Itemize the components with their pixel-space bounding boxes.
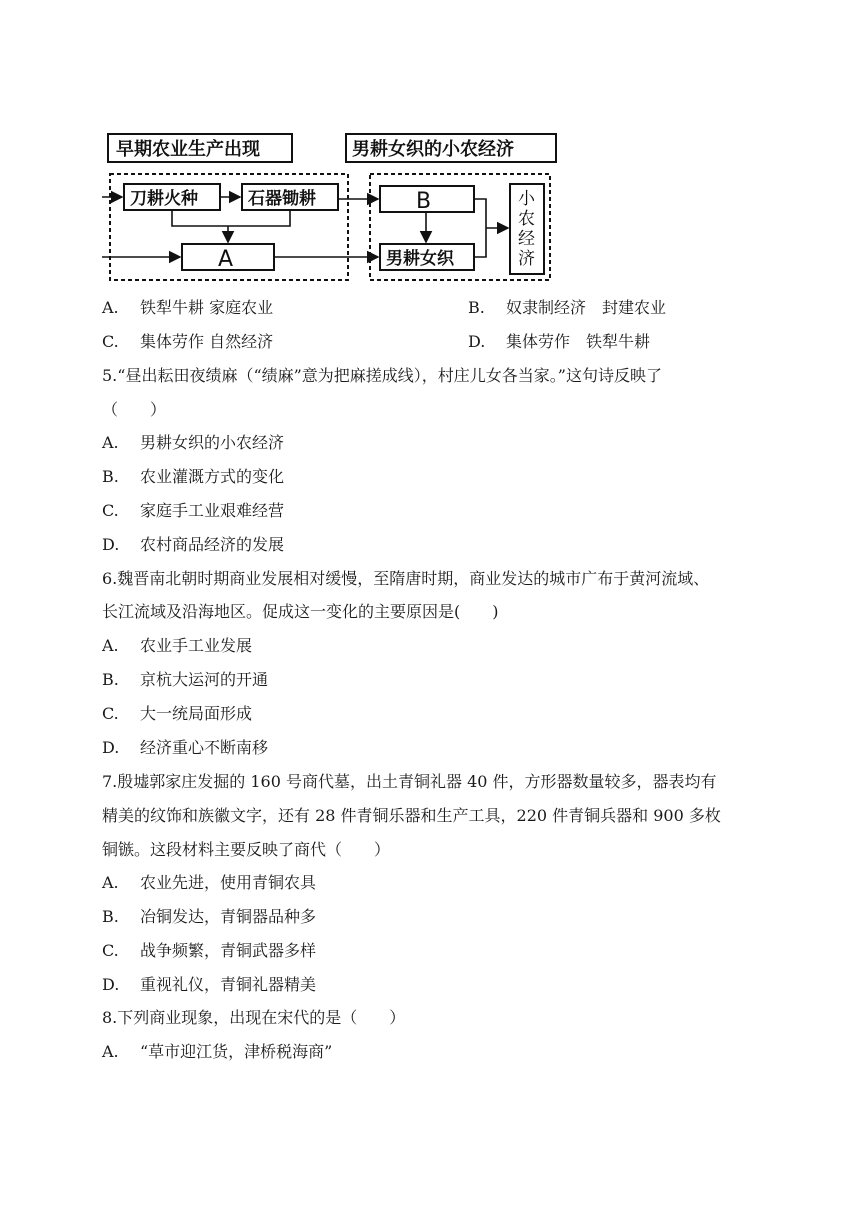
option-text: 农业手工业发展 bbox=[140, 636, 253, 655]
q5-stem-line-2: （ ） bbox=[102, 400, 167, 419]
q4-option-d[interactable] bbox=[468, 332, 650, 352]
option-text: 奴隶制经济 封建农业 bbox=[506, 298, 667, 317]
option-text: 经济重心不断南移 bbox=[140, 738, 269, 757]
q5-stem-line-1: 5.“昼出耘田夜绩麻（“绩麻”意为把麻搓成线），村庄儿女各当家。”这句诗反映了 bbox=[102, 366, 662, 385]
q7-option-b[interactable] bbox=[102, 907, 316, 927]
slash-burn-label: 刀耕火种 bbox=[130, 189, 198, 209]
option-text: 冶铜发达，青铜器品种多 bbox=[140, 907, 317, 926]
option-letter: A. bbox=[102, 433, 119, 452]
diagram-svg bbox=[100, 128, 560, 288]
q8-option-a[interactable] bbox=[102, 1042, 332, 1062]
q6-option-c[interactable] bbox=[102, 704, 252, 724]
stone-hoe-label: 石器锄耕 bbox=[248, 189, 316, 209]
option-text: 家庭手工业艰难经营 bbox=[140, 501, 285, 520]
option-text: 重视礼仪，青铜礼器精美 bbox=[140, 975, 317, 994]
q7-stem-line-1: 7.殷墟郭家庄发掘的 160 号商代墓，出土青铜礼器 40 件，方形器数量较多，器表均有 bbox=[102, 772, 717, 791]
q5-option-b[interactable] bbox=[102, 467, 284, 487]
option-text: 铁犁牛耕 家庭农业 bbox=[140, 298, 274, 317]
option-letter: C. bbox=[102, 332, 119, 351]
q7-stem-line-2: 精美的纹饰和族徽文字，还有 28 件青铜乐器和生产工具，220 件青铜兵器和 900 多枚 bbox=[102, 806, 721, 825]
early-agri-label: 早期农业生产出现 bbox=[116, 139, 260, 160]
q7-option-c[interactable] bbox=[102, 941, 316, 961]
q4-option-c[interactable] bbox=[102, 332, 273, 352]
xiaonong-char-3: 经 bbox=[518, 229, 535, 249]
option-letter: C. bbox=[102, 941, 119, 960]
option-letter: D. bbox=[102, 738, 120, 757]
merge-line bbox=[474, 199, 486, 257]
option-letter: A. bbox=[102, 873, 119, 892]
box-a-label: A bbox=[218, 247, 234, 272]
option-letter: B. bbox=[102, 467, 119, 486]
agriculture-flow-diagram bbox=[100, 128, 560, 288]
q7-option-d[interactable] bbox=[102, 975, 316, 995]
option-letter: C. bbox=[102, 704, 119, 723]
option-letter: B. bbox=[102, 670, 119, 689]
option-letter: D. bbox=[102, 975, 120, 994]
option-text: “草市迎江货，津桥税海商” bbox=[140, 1042, 333, 1061]
small-farm-label: 男耕女织的小农经济 bbox=[352, 139, 514, 160]
q8-stem-line-1: 8.下列商业现象，出现在宋代的是（ ） bbox=[102, 1008, 406, 1027]
option-letter: A. bbox=[102, 298, 119, 317]
option-letter: A. bbox=[102, 636, 119, 655]
q6-option-d[interactable] bbox=[102, 738, 268, 758]
option-letter: D. bbox=[102, 535, 120, 554]
xiaonong-char-4: 济 bbox=[518, 249, 535, 269]
option-letter: B. bbox=[468, 298, 485, 317]
option-text: 男耕女织的小农经济 bbox=[140, 433, 285, 452]
option-text: 集体劳作 铁犁牛耕 bbox=[506, 332, 651, 351]
q7-option-a[interactable] bbox=[102, 873, 316, 893]
option-text: 战争频繁，青铜武器多样 bbox=[140, 941, 317, 960]
option-letter: D. bbox=[468, 332, 486, 351]
mangeng-label: 男耕女织 bbox=[386, 249, 454, 269]
q6-option-a[interactable] bbox=[102, 636, 252, 656]
xiaonong-char-1: 小 bbox=[518, 189, 535, 209]
q6-stem-line-1: 6.魏晋南北朝时期商业发展相对缓慢，至隋唐时期，商业发达的城市广布于黄河流域、 bbox=[102, 569, 710, 588]
q6-option-b[interactable] bbox=[102, 670, 268, 690]
option-text: 农业先进，使用青铜农具 bbox=[140, 873, 317, 892]
q5-option-d[interactable] bbox=[102, 535, 284, 555]
q7-stem-line-3: 铜镞。这段材料主要反映了商代（ ） bbox=[102, 840, 391, 859]
q4-option-b[interactable] bbox=[468, 298, 666, 318]
option-letter: A. bbox=[102, 1042, 119, 1061]
option-text: 大一统局面形成 bbox=[140, 704, 253, 723]
q5-option-c[interactable] bbox=[102, 501, 284, 521]
q4-option-a[interactable] bbox=[102, 298, 273, 318]
option-text: 农村商品经济的发展 bbox=[140, 535, 285, 554]
q6-stem-line-2: 长江流域及沿海地区。促成这一变化的主要原因是( ) bbox=[102, 602, 499, 621]
xiaonong-char-2: 农 bbox=[518, 209, 535, 229]
option-text: 农业灌溉方式的变化 bbox=[140, 467, 285, 486]
branch-line bbox=[172, 210, 290, 226]
option-letter: B. bbox=[102, 907, 119, 926]
box-b-label: B bbox=[416, 189, 432, 214]
option-letter: C. bbox=[102, 501, 119, 520]
option-text: 集体劳作 自然经济 bbox=[140, 332, 274, 351]
q5-option-a[interactable] bbox=[102, 433, 284, 453]
option-text: 京杭大运河的开通 bbox=[140, 670, 269, 689]
